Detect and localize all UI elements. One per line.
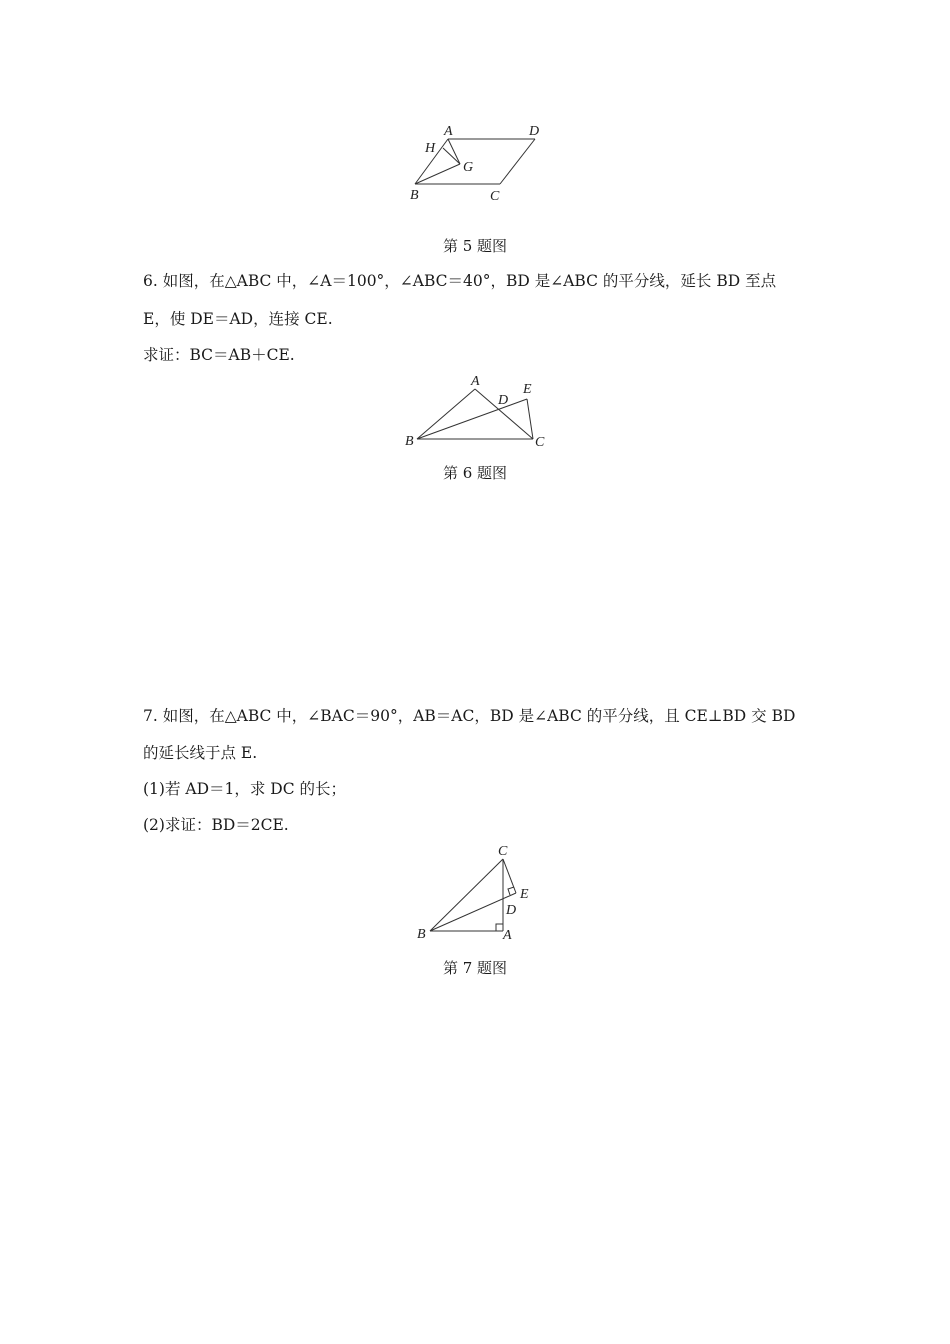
problem-6-line-2: E，使 DE＝AD，连接 CE.	[143, 310, 333, 328]
label-d: D	[498, 393, 509, 408]
label-a: A	[444, 124, 453, 139]
label-a: A	[503, 928, 512, 943]
figure-6-caption: 第 6 题图	[442, 464, 508, 482]
problem-6-line-1: 6. 如图，在△ABC 中，∠A＝100°，∠ABC＝40°，BD 是∠ABC 的平分线，延长 BD 至点	[143, 272, 777, 290]
problem-6-line-3: 求证：BC＝AB＋CE.	[143, 346, 295, 364]
problem-7-line-1: 7. 如图，在△ABC 中，∠BAC＝90°，AB＝AC，BD 是∠ABC 的平分线，且 CE⊥BD 交 BD	[143, 707, 796, 725]
label-b: B	[410, 188, 419, 203]
label-e: E	[523, 382, 532, 397]
label-c: C	[498, 844, 508, 859]
label-e: E	[520, 887, 529, 902]
label-a: A	[471, 374, 480, 389]
label-g: G	[463, 160, 474, 175]
figure-7-caption: 第 7 题图	[442, 959, 508, 977]
problem-7-line-4: (2)求证：BD＝2CE.	[143, 816, 289, 834]
figure-5-caption: 第 5 题图	[442, 237, 508, 255]
problem-7-line-2: 的延长线于点 E.	[143, 744, 258, 762]
label-b: B	[417, 927, 426, 942]
label-d: D	[506, 903, 517, 918]
label-c: C	[535, 435, 545, 450]
problem-7-line-3: (1)若 AD＝1，求 DC 的长；	[143, 780, 347, 798]
label-c: C	[490, 189, 500, 204]
label-b: B	[405, 434, 414, 449]
label-h: H	[425, 141, 436, 156]
label-d: D	[529, 124, 540, 139]
